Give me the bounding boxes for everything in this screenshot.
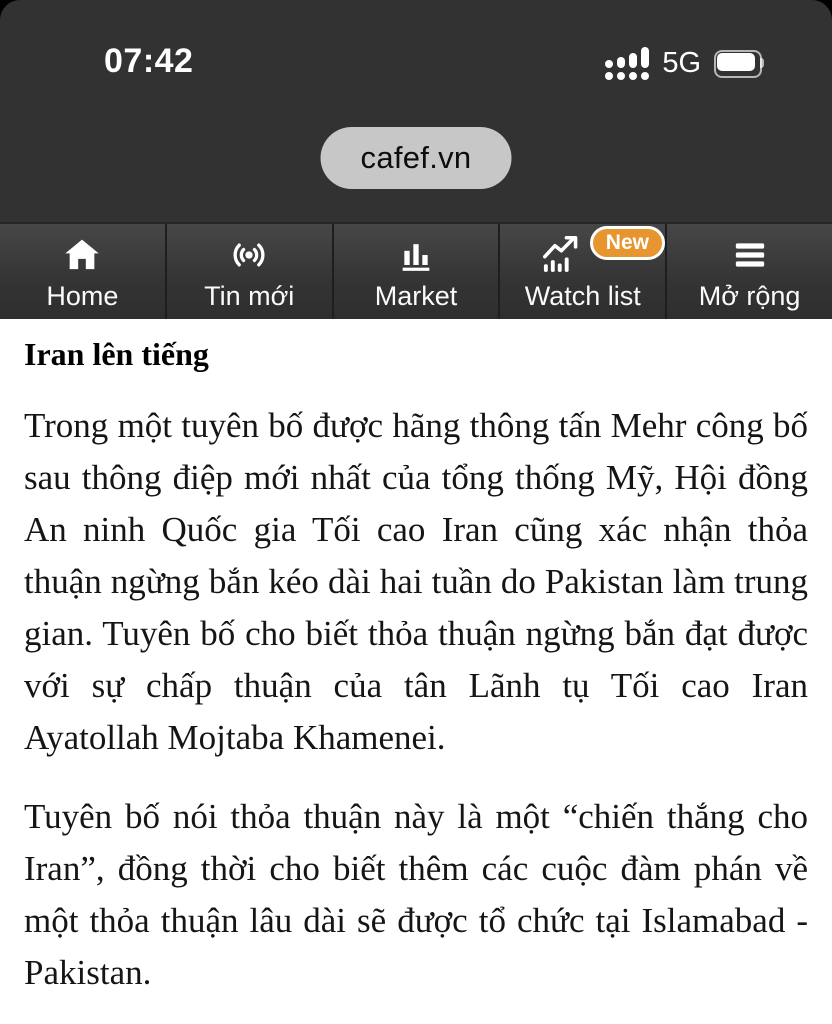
nav-item-home[interactable] xyxy=(0,224,167,319)
new-badge: New xyxy=(590,226,665,260)
bar-chart-icon xyxy=(396,234,436,276)
home-icon xyxy=(62,234,102,276)
nav-item-tin-moi[interactable] xyxy=(167,224,334,319)
site-nav-bar xyxy=(0,222,832,319)
browser-chrome xyxy=(0,0,832,222)
nav-item-watch-list[interactable] xyxy=(500,224,667,319)
battery-icon xyxy=(714,50,764,76)
nav-label: Tin mới xyxy=(204,280,295,311)
nav-label: Mở rộng xyxy=(698,280,801,311)
nav-label: Market xyxy=(374,280,458,311)
nav-label: Watch list xyxy=(524,280,641,311)
status-icons xyxy=(605,46,764,80)
article-body xyxy=(0,319,832,1024)
article-paragraph: Tuyên bố nói thỏa thuận này là một “chiến thắng cho Iran”, đồng thời cho biết thêm các cuộc đàm phán về một thỏa thuận lâu dài sẽ được tổ chức tại Islamabad - Pakistan. xyxy=(24,797,808,993)
menu-icon xyxy=(730,234,770,276)
network-type-label: 5G xyxy=(662,46,701,79)
broadcast-icon xyxy=(228,234,270,276)
trending-chart-icon xyxy=(538,230,649,276)
article-section-heading: Iran lên tiếng xyxy=(24,336,209,372)
address-bar[interactable]: cafef.vn xyxy=(321,127,512,189)
nav-item-market[interactable] xyxy=(334,224,501,319)
nav-label: Home xyxy=(46,280,119,311)
cellular-signal-icon xyxy=(605,46,649,80)
article-paragraph: Trong một tuyên bố được hãng thông tấn Mehr công bố sau thông điệp mới nhất của tổng thống Mỹ, Hội đồng An ninh Quốc gia Tối cao Iran cũng xác nhận thỏa thuận ngừng bắn kéo dài hai tuần do Pakistan làm trung gian. Tuyên bố cho biết thỏa thuận ngừng bắn đạt được với sự chấp thuận của tân Lãnh tụ Tối cao Iran Ayatollah Mojtaba Khamenei. xyxy=(24,406,808,758)
status-time: 07:42 xyxy=(104,42,194,80)
nav-item-mo-rong[interactable] xyxy=(667,224,832,319)
